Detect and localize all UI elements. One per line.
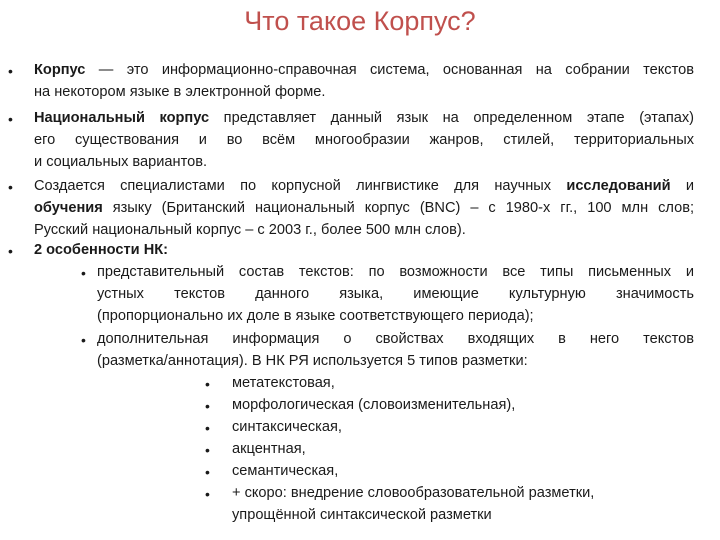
markup-type-6: + скоро: внедрение словообразовательной разметки, <box>232 485 595 501</box>
markup-type-2: морфологическая (словоизменительная), <box>232 397 516 413</box>
item-3-line-1: Создается специалистами по корпусной лингвистике для научных исследований и <box>34 178 694 194</box>
markup-type-3: синтаксическая, <box>232 419 342 435</box>
bullet-1: • <box>8 63 13 79</box>
markup-bullet-6: • <box>205 486 210 502</box>
markup-type-1: метатекстовая, <box>232 375 335 391</box>
item-2-line-3: и социальных вариантов. <box>34 154 208 170</box>
feature-bullet-1: • <box>81 265 86 281</box>
slide-title: Что такое Корпус? <box>244 6 476 36</box>
markup-bullet-1: • <box>205 376 210 392</box>
markup-type-5: семантическая, <box>232 463 339 479</box>
markup-bullet-4: • <box>205 442 210 458</box>
feature-1-line-1: представительный состав текстов: по возможности все типы письменных и <box>97 264 694 280</box>
feature-2-line-2: (разметка/аннотация). В НК РЯ используется 5 типов разметки: <box>97 353 528 369</box>
item-1-line-2: на некотором языке в электронной форме. <box>34 84 326 100</box>
markup-bullet-5: • <box>205 464 210 480</box>
feature-1-line-2: устных текстов данного языка, имеющие культурную значимость <box>97 286 694 302</box>
item-4-line-1: 2 особенности НК: <box>34 242 169 258</box>
feature-1-line-3: (пропорционально их доле в языке соответствующего периода); <box>97 308 534 324</box>
item-3-line-3: Русский национальный корпус – с 2003 г., более 500 млн слов). <box>34 222 466 238</box>
bullet-2: • <box>8 111 13 127</box>
markup-type-4: акцентная, <box>232 441 306 457</box>
feature-bullet-2: • <box>81 332 86 348</box>
item-2-line-1: Национальный корпус представляет данный язык на определенном этапе (этапах) <box>34 110 694 126</box>
markup-type-6-continuation: упрощённой синтаксической разметки <box>232 507 492 523</box>
markup-bullet-3: • <box>205 420 210 436</box>
item-3-line-2: обучения языку (Британский национальный корпус (BNC) – с 1980-х гг., 100 млн слов; <box>34 200 694 216</box>
bullet-3: • <box>8 179 13 195</box>
item-2-line-2: его существования и во всём многообразии жанров, стилей, территориальных <box>34 132 694 148</box>
feature-2-line-1: дополнительная информация о свойствах входящих в него текстов <box>97 331 694 347</box>
bullet-4: • <box>8 243 13 259</box>
markup-bullet-2: • <box>205 398 210 414</box>
item-1-line-1: Корпус — это информационно-справочная система, основанная на собрании текстов <box>34 62 694 78</box>
